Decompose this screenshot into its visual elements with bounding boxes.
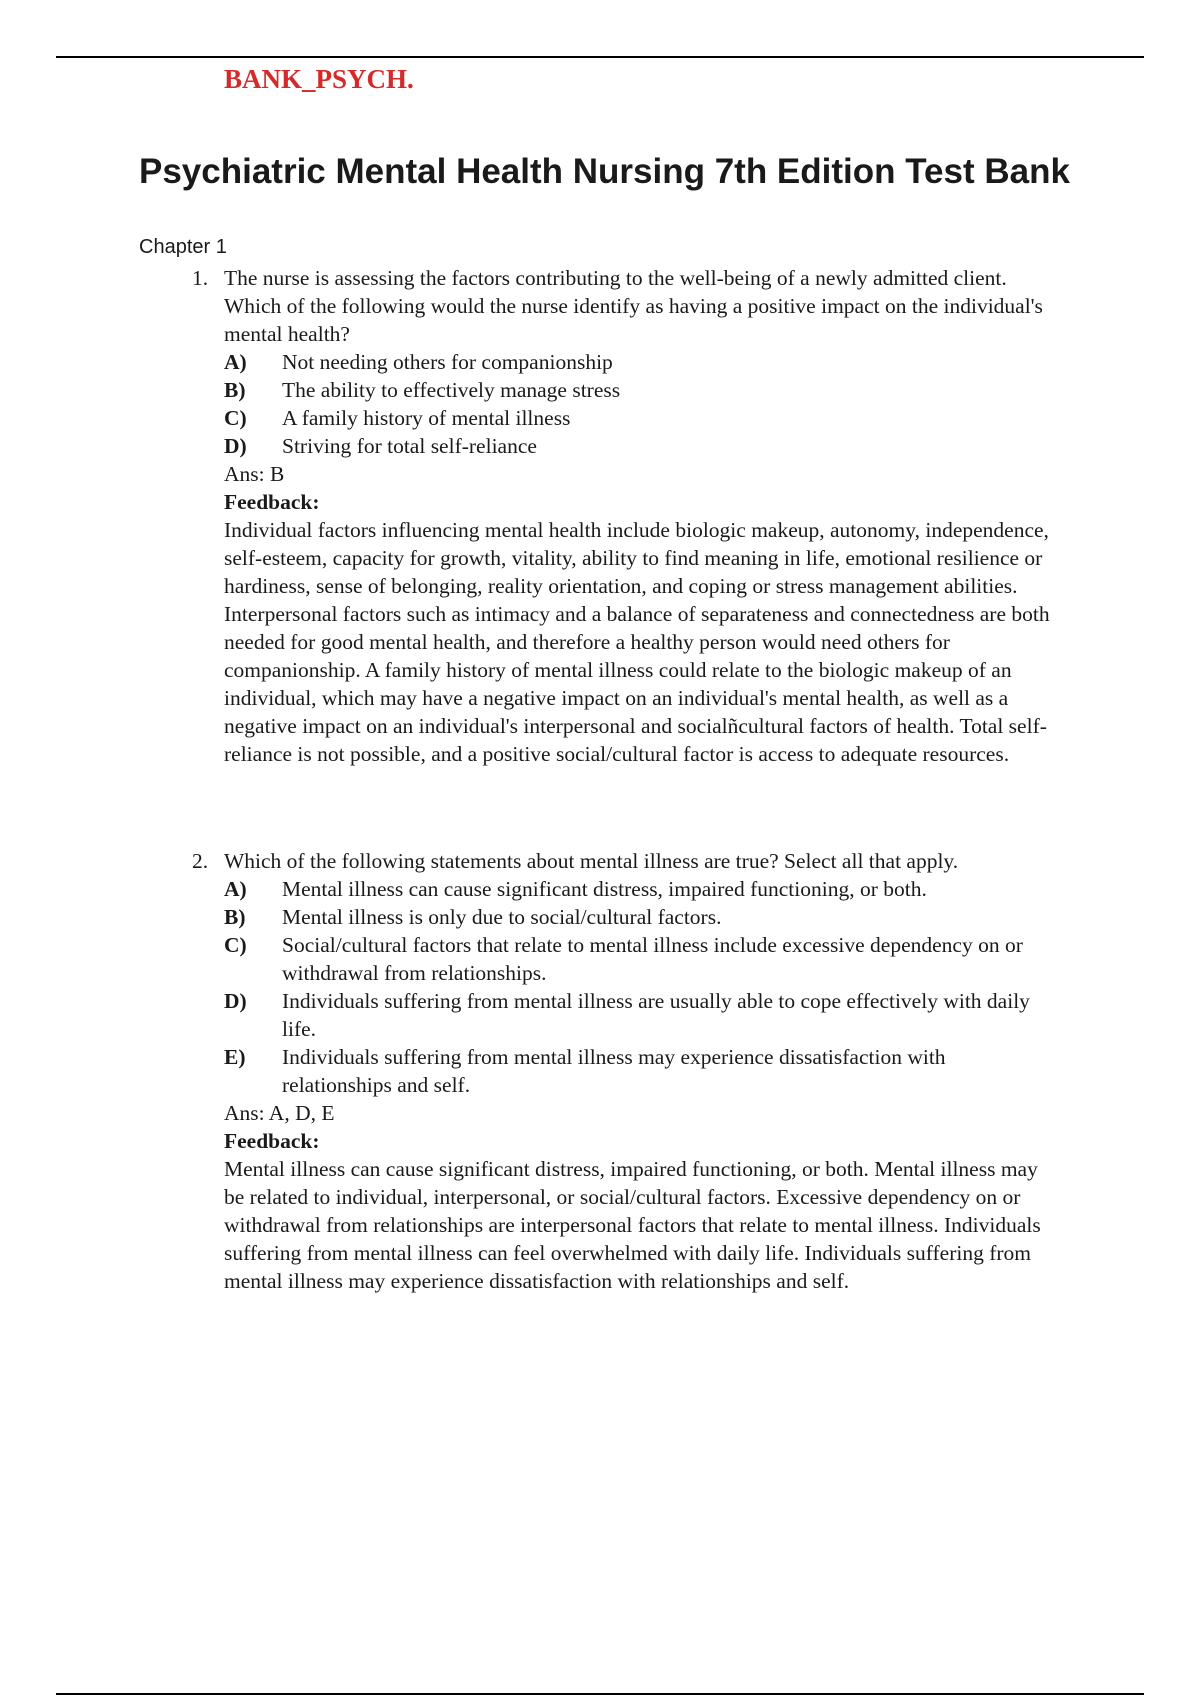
question-stem-row <box>192 847 1052 875</box>
option-letter: B) <box>224 905 246 929</box>
option-letter: E) <box>224 1045 246 1069</box>
question-1 <box>192 264 1052 768</box>
question-stem: The nurse is assessing the factors contributing to the well-being of a newly admitted client. Which of the following would the nurse identify as having a positive impact on the individual's mental health? <box>224 266 1043 346</box>
chapter-heading: Chapter 1 <box>139 236 227 258</box>
option-b <box>224 376 1052 404</box>
option-text: Mental illness is only due to social/cultural factors. <box>282 905 722 929</box>
question-number: 1. <box>192 266 209 290</box>
feedback-label: Feedback: <box>224 1129 320 1153</box>
option-list <box>192 348 1052 460</box>
option-a <box>224 348 1052 376</box>
feedback-text: Mental illness can cause significant distress, impaired functioning, or both. Mental illness may be related to individual, interpersonal, or social/cultural factors. Excessive dependency on or withdrawal from relationships are interpersonal factors that relate to mental illness. Individuals suffering from mental illness can feel overwhelmed with daily life. Individuals suffering from mental illness may experience dissatisfaction with relationships and self. <box>224 1157 1041 1293</box>
option-letter: D) <box>224 434 247 458</box>
option-letter: A) <box>224 350 247 374</box>
option-text: Not needing others for companionship <box>282 350 613 374</box>
option-text: Mental illness can cause significant distress, impaired functioning, or both. <box>282 877 927 901</box>
option-text: Individuals suffering from mental illness may experience dissatisfaction with relationships and self. <box>282 1045 946 1097</box>
question-stem-row <box>192 264 1052 348</box>
option-letter: D) <box>224 989 247 1013</box>
option-a <box>224 875 1052 903</box>
option-text: Striving for total self-reliance <box>282 434 537 458</box>
feedback-text: Individual factors influencing mental health include biologic makeup, autonomy, independence, self-esteem, capacity for growth, vitality, ability to find meaning in life, emotional resilience or hardiness, sense of belonging, reality orientation, and coping or stress management abilities. Interpersonal factors such as intimacy and a balance of separateness and connectedness are both needed for good mental health, and therefore a healthy person would need others for companionship. A family history of mental illness could relate to the biologic makeup of an individual, which may have a negative impact on an individual's mental health, as well as a negative impact on an individual's interpersonal and socialñcultural factors of health. Total self-reliance is not possible, and a positive social/cultural factor is access to adequate resources. <box>224 518 1050 766</box>
option-letter: C) <box>224 406 247 430</box>
option-text: The ability to effectively manage stress <box>282 378 621 402</box>
page-title: Psychiatric Mental Health Nursing 7th Edition Test Bank <box>139 152 1070 191</box>
option-letter: B) <box>224 378 246 402</box>
answer-key: Ans: B <box>224 462 285 486</box>
top-rule <box>56 56 1144 58</box>
option-b <box>224 903 1052 931</box>
option-c <box>224 931 1052 987</box>
question-stem: Which of the following statements about mental illness are true? Select all that apply. <box>224 849 959 873</box>
option-letter: A) <box>224 877 247 901</box>
question-number: 2. <box>192 849 209 873</box>
option-d <box>224 987 1052 1043</box>
option-c <box>224 404 1052 432</box>
watermark: BANK_PSYCH. <box>224 64 414 94</box>
answer-key: Ans: A, D, E <box>224 1101 335 1125</box>
question-2 <box>192 847 1052 1295</box>
option-d <box>224 432 1052 460</box>
option-e <box>224 1043 1052 1099</box>
option-letter: C) <box>224 933 247 957</box>
option-text: A family history of mental illness <box>282 406 571 430</box>
option-text: Individuals suffering from mental illness are usually able to cope effectively with daily life. <box>282 989 1030 1041</box>
bottom-rule <box>56 1693 1144 1695</box>
option-text: Social/cultural factors that relate to mental illness include excessive dependency on or withdrawal from relationships. <box>282 933 1023 985</box>
feedback-label: Feedback: <box>224 490 320 514</box>
option-list <box>192 875 1052 1099</box>
